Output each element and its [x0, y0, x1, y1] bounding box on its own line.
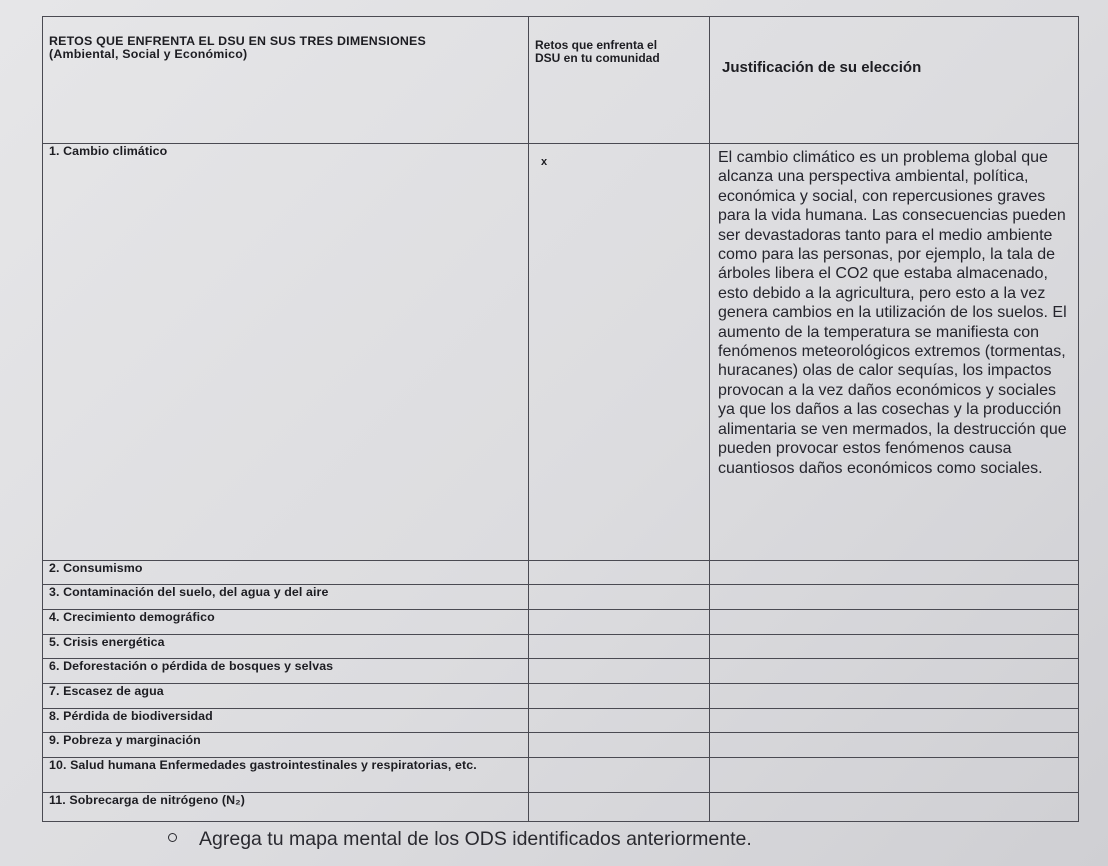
reto-label: 6. Deforestación o pérdida de bosques y selvas: [43, 659, 529, 684]
header-col1-line2: (Ambiental, Social y Económico): [49, 47, 248, 61]
reto-checkmark[interactable]: x: [529, 144, 710, 561]
reto-label: 8. Pérdida de biodiversidad: [43, 709, 529, 733]
reto-label: 3. Contaminación del suelo, del agua y del aire: [43, 585, 529, 610]
table-row: [43, 610, 1079, 635]
table-row: [43, 144, 1079, 561]
reto-label: 4. Crecimiento demográfico: [43, 610, 529, 635]
justificacion-text[interactable]: [710, 793, 1079, 822]
instruction-text: Agrega tu mapa mental de los ODS identificados anteriormente.: [199, 828, 752, 850]
table-row: [43, 793, 1079, 822]
header-col2-line1: Retos que enfrenta el: [535, 38, 658, 52]
reto-checkmark[interactable]: [529, 585, 710, 610]
reto-checkmark[interactable]: [529, 758, 710, 793]
justificacion-text[interactable]: [710, 635, 1079, 659]
header-retos-dimensiones: [43, 17, 529, 144]
reto-checkmark[interactable]: [529, 684, 710, 709]
reto-label: 10. Salud humana Enfermedades gastrointestinales y respiratorias, etc.: [43, 758, 529, 793]
table-row: [43, 709, 1079, 733]
reto-label: 5. Crisis energética: [43, 635, 529, 659]
table-row: [43, 684, 1079, 709]
justificacion-text[interactable]: [710, 659, 1079, 684]
header-col1-line1: RETOS QUE ENFRENTA EL DSU EN SUS TRES DIMENSIONES: [49, 34, 426, 48]
justificacion-text[interactable]: [710, 561, 1079, 585]
reto-checkmark[interactable]: [529, 635, 710, 659]
table-row: [43, 561, 1079, 585]
header-col2-line2: DSU en tu comunidad: [535, 51, 660, 65]
reto-checkmark[interactable]: [529, 709, 710, 733]
reto-checkmark[interactable]: [529, 659, 710, 684]
retos-table: [42, 16, 1079, 822]
hollow-bullet-icon: [168, 833, 177, 842]
reto-label: 7. Escasez de agua: [43, 684, 529, 709]
justificacion-text[interactable]: [710, 709, 1079, 733]
table-row: [43, 585, 1079, 610]
justificacion-text[interactable]: [710, 733, 1079, 758]
worksheet: [42, 16, 1078, 807]
instruction-line: [168, 828, 752, 851]
reto-checkmark[interactable]: [529, 561, 710, 585]
reto-label: 2. Consumismo: [43, 561, 529, 585]
header-retos-comunidad: [529, 17, 710, 144]
table-row: [43, 733, 1079, 758]
justificacion-text[interactable]: El cambio climático es un problema global que alcanza una perspectiva ambiental, política, económica y social, con repercusiones graves para la vida humana. Las consecuencias pueden ser devastadoras tanto para el medio ambiente como para las personas, por ejemplo, la tala de árboles libera el CO2 que estaba almacenado, esto debido a la agricultura, pero esto a la vez genera cambios en la utilización de los suelos. El aumento de la temperatura se manifiesta con fenómenos meteorológicos extremos (tormentas, huracanes) olas de calor sequías, los impactos provocan a la vez daños económicos y sociales ya que los daños a las cosechas y la producción alimentaria se ven mermados, la destrucción que pueden provocar estos fenómenos causa cuantiosos daños económicos como sociales.: [710, 144, 1079, 561]
justificacion-text[interactable]: [710, 610, 1079, 635]
reto-label: 1. Cambio climático: [43, 144, 529, 561]
table-row: [43, 635, 1079, 659]
header-justificacion: Justificación de su elección: [710, 17, 1079, 144]
reto-checkmark[interactable]: [529, 793, 710, 822]
reto-label: 9. Pobreza y marginación: [43, 733, 529, 758]
justificacion-text[interactable]: [710, 684, 1079, 709]
table-row: [43, 758, 1079, 793]
reto-label: 11. Sobrecarga de nitrógeno (N₂): [43, 793, 529, 822]
reto-checkmark[interactable]: [529, 733, 710, 758]
justificacion-text[interactable]: [710, 585, 1079, 610]
justificacion-text[interactable]: [710, 758, 1079, 793]
table-header-row: [43, 17, 1079, 144]
table-row: [43, 659, 1079, 684]
reto-checkmark[interactable]: [529, 610, 710, 635]
